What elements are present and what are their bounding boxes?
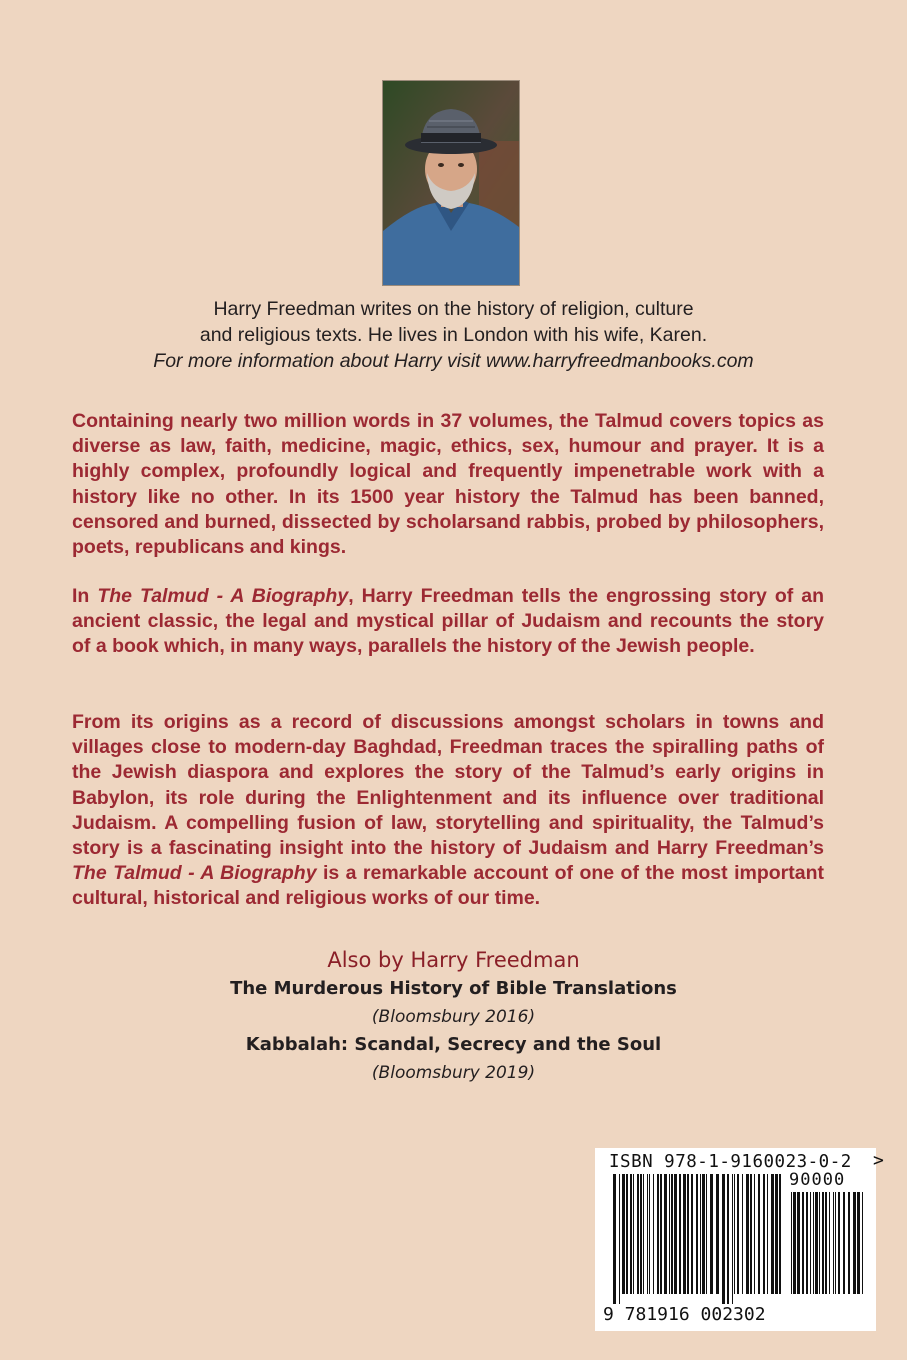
author-website-line: For more information about Harry visit www.harryfreedmanbooks.com — [153, 350, 754, 372]
barcode-bar — [838, 1192, 840, 1294]
barcode-bar — [722, 1174, 725, 1304]
barcode-bar — [649, 1174, 650, 1294]
barcode-bar — [691, 1174, 693, 1294]
barcode-bar — [664, 1174, 667, 1294]
barcode-bar — [746, 1174, 749, 1294]
author-bio-line-1: Harry Freedman writes on the history of religion, culture — [213, 298, 694, 320]
barcode-addon-icon — [791, 1192, 865, 1304]
barcode-bar — [640, 1174, 642, 1294]
barcode-bar — [633, 1174, 634, 1294]
barcode-bar — [848, 1192, 850, 1294]
barcode-bar — [779, 1174, 781, 1294]
barcode-bar — [833, 1192, 834, 1294]
barcode-bar — [797, 1192, 800, 1294]
barcode-bar — [843, 1192, 845, 1294]
also-by-book-title: The Murderous History of Bible Translations — [230, 978, 677, 999]
barcode-bar — [653, 1174, 654, 1294]
blurb-paragraph-1: Containing nearly two million words in 37 volumes, the Talmud covers topics as diverse as law, faith, medicine, magic, ethics, sex, humour and prayer. It is a highly complex, profoundly logical and frequently impenetrable work with a history like no other. In its 1500 year history the Talmud has been banned, censored and burned, dissected by scholarsand rabbis, probed by philosophers, poets, republicans and kings. — [72, 410, 824, 559]
barcode-bar — [825, 1192, 827, 1294]
blurb-p3-prefix: From its origins as a record of discussions amongst scholars in towns and villages close to modern-day Baghdad, Freedman traces the spiralling paths of the Jewish diaspora and explores the story of the Talmud’s early origins in Babylon, its role during the Enlightenment and its influence over traditional Judaism. A compelling fusion of law, storytelling and spirituality, the Talmud’s story is a fascinating insight into the history of Judaism and Harry Freedman’s — [72, 711, 824, 860]
barcode-bar — [742, 1174, 743, 1294]
blurb-paragraph-2 — [72, 584, 824, 660]
barcode-bar — [822, 1192, 824, 1294]
barcode-bar — [683, 1174, 686, 1294]
price-code: 90000 — [789, 1170, 846, 1190]
barcode-arrow: > — [873, 1150, 884, 1171]
barcode-bar — [671, 1174, 673, 1294]
barcode-bar — [687, 1174, 689, 1294]
barcode-bar — [763, 1174, 765, 1294]
isbn-number: ISBN 978-1-9160023-0-2 — [609, 1152, 852, 1172]
barcode-bar — [810, 1192, 811, 1294]
barcode-bar — [716, 1174, 719, 1294]
also-by-book-publisher: (Bloomsbury 2019) — [371, 1063, 536, 1083]
barcode-icon — [613, 1174, 783, 1304]
author-bio-line-2: and religious texts. He lives in London with his wife, Karen. — [199, 324, 708, 346]
barcode-bar — [758, 1174, 760, 1294]
blurb-p3-book-title: The Talmud - A Biography — [72, 862, 317, 885]
barcode-bar — [835, 1192, 836, 1294]
also-by-book-publisher: (Bloomsbury 2016) — [371, 1007, 536, 1027]
barcode-bar — [775, 1174, 778, 1294]
blurb-p2-prefix: In — [72, 585, 98, 607]
barcode-bar — [674, 1174, 677, 1294]
barcode-bar — [737, 1174, 739, 1294]
barcode-bar — [630, 1174, 632, 1294]
barcode-bar — [815, 1192, 818, 1294]
barcode-bar — [679, 1174, 681, 1294]
barcode-bar — [647, 1174, 648, 1294]
barcode-bar — [637, 1174, 639, 1294]
barcode-bar — [727, 1174, 729, 1304]
barcode-bar — [813, 1192, 814, 1294]
barcode-bar — [857, 1192, 860, 1294]
author-photo-image — [383, 81, 519, 285]
ean-digits: 9 781916 002302 — [603, 1304, 766, 1325]
blurb-p3-rest: is a remarkable account of one of the most important cultural, historical and religious works of our time. — [72, 862, 824, 910]
blurb-paragraph-3 — [72, 710, 824, 912]
barcode-bar — [619, 1174, 620, 1304]
blurb-p2-rest: , Harry Freedman tells the engrossing story of an ancient classic, the legal and mystical pillar of Judaism and recounts the story of a book which, in many ways, parallels the history of the Jewish people. — [72, 585, 825, 658]
barcode-bar — [643, 1174, 644, 1294]
barcode-bar — [626, 1174, 628, 1294]
also-by-heading: Also by Harry Freedman — [327, 948, 580, 972]
barcode-bar — [853, 1192, 856, 1294]
barcode-bar — [791, 1192, 792, 1294]
barcode-bar — [819, 1192, 820, 1294]
barcode-bar — [700, 1174, 701, 1294]
barcode-bar — [613, 1174, 616, 1304]
author-bio — [60, 296, 847, 374]
barcode-bar — [696, 1174, 698, 1294]
also-by-book-title: Kabbalah: Scandal, Secrecy and the Soul — [245, 1034, 662, 1055]
barcode-bar — [771, 1174, 774, 1294]
barcode-bar — [802, 1192, 804, 1294]
barcode-bar — [622, 1174, 625, 1294]
barcode-bar — [660, 1174, 662, 1294]
blurb-p2-book-title: The Talmud - A Biography — [97, 585, 349, 607]
author-photo — [382, 80, 520, 286]
barcode-bar — [734, 1174, 735, 1294]
barcode-bar — [793, 1192, 796, 1294]
isbn-barcode-box — [595, 1148, 876, 1331]
barcode-bar — [669, 1174, 670, 1294]
barcode-bar — [754, 1174, 755, 1294]
barcode-bar — [657, 1174, 659, 1294]
barcode-bar — [706, 1174, 707, 1294]
barcode-bar — [829, 1192, 830, 1294]
barcode-bar — [767, 1174, 768, 1294]
barcode-bar — [750, 1174, 752, 1294]
barcode-bar — [702, 1174, 705, 1294]
barcode-bar — [862, 1192, 863, 1294]
barcode-bar — [710, 1174, 713, 1294]
barcode-bar — [732, 1174, 733, 1304]
barcode-bar — [806, 1192, 808, 1294]
also-by-section — [60, 946, 847, 1087]
